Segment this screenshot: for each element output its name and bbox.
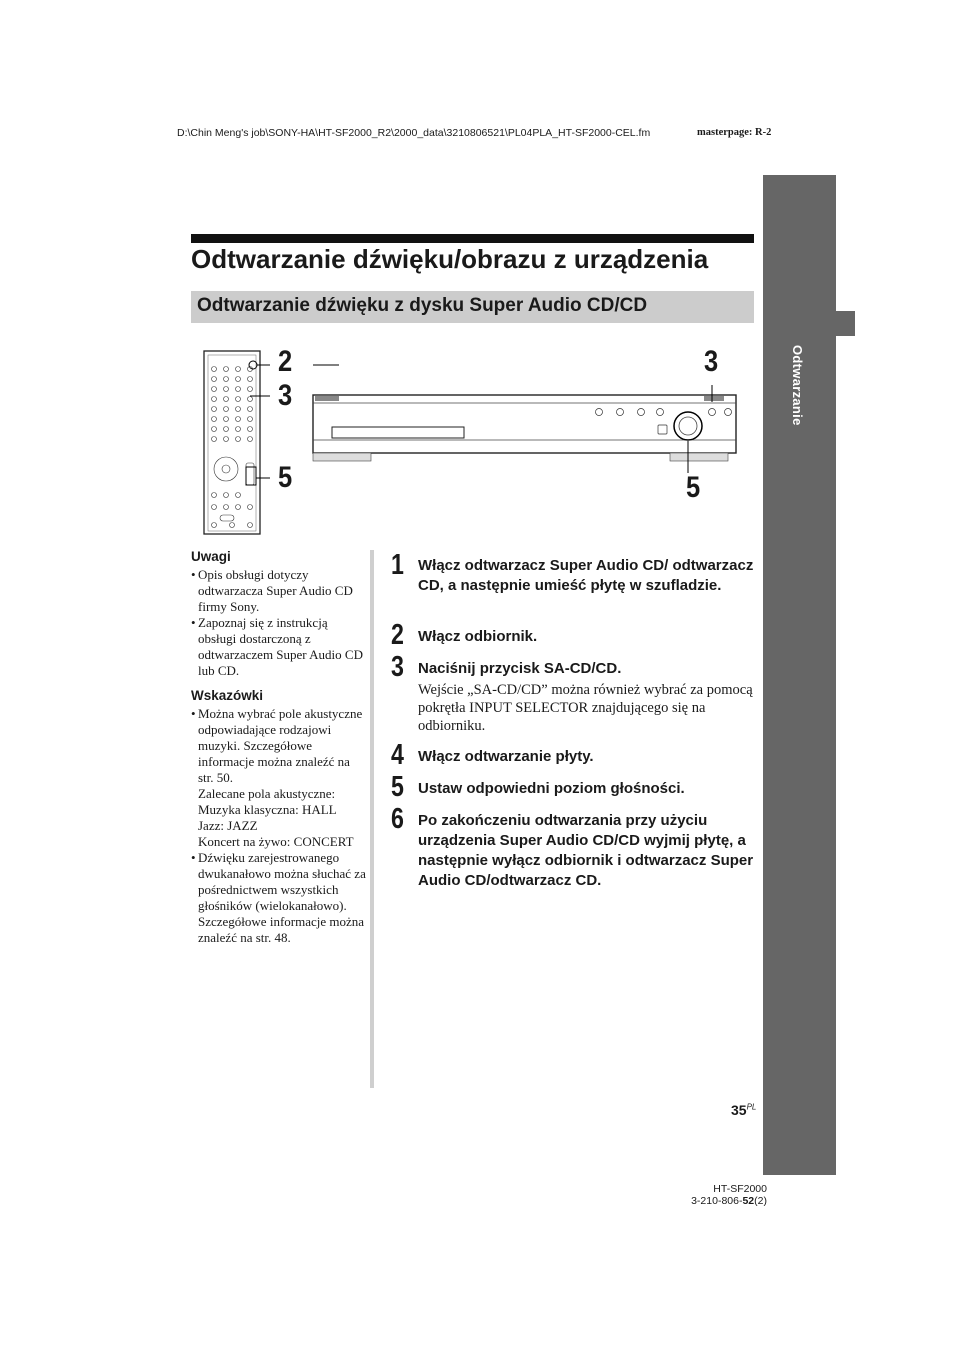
footer-info	[687, 1183, 767, 1207]
callout-remote-5: 5	[278, 461, 293, 494]
step-number: 4	[391, 739, 404, 771]
receiver-drawing	[313, 365, 736, 473]
wskazowki-text: Muzyka klasyczna: HALL	[198, 802, 337, 817]
callout-player-5: 5	[686, 471, 701, 504]
sidebar-band	[763, 175, 836, 1175]
step-number: 6	[391, 803, 404, 835]
footer-model: HT-SF2000	[713, 1183, 767, 1195]
sidebar-tab-marker	[836, 311, 855, 336]
wskazowki-text: Koncert na żywo: CONCERT	[198, 834, 354, 849]
wskazowki-item: • Dźwięku zarejestrowanego dwukanałowo można słuchać za pośrednictwem wszystkich głośników (wielokanałowo). Szczegółowe informacje można znaleźć na str. 48.	[191, 850, 367, 946]
uwagi-item: • Zapoznaj się z instrukcją obsługi dostarczoną z odtwarzaczem Super Audio CD lub CD.	[191, 615, 367, 679]
uwagi-item: • Opis obsługi dotyczy odtwarzacza Super Audio CD firmy Sony.	[191, 567, 367, 615]
step-number: 1	[391, 549, 404, 581]
uwagi-heading: Uwagi	[191, 549, 231, 564]
footer-code-bold: 52	[742, 1195, 755, 1207]
column-divider	[370, 550, 374, 1088]
sidebar-section-label: Odtwarzanie	[790, 345, 805, 426]
notes-wskazowki	[191, 688, 367, 946]
step-text: Po zakończeniu odtwarzania przy użyciu urządzenia Super Audio CD/CD wyjmij płytę, a następnie wyłącz odbiornik i odtwarzacz Super Audio CD/odtwarzacz CD.	[418, 812, 754, 889]
file-path: D:\Chin Meng's job\SONY-HA\HT-SF2000_R2\2000_data\3210806521\PL04PLA_HT-SF2000-CEL.fm	[177, 127, 651, 139]
footer-code-suffix: (2)	[754, 1195, 767, 1207]
remote-control-drawing	[204, 351, 270, 534]
step-text: Naciśnij przycisk SA-CD/CD.	[418, 660, 622, 677]
step-number: 3	[391, 651, 404, 683]
callout-player-3: 3	[704, 345, 719, 378]
step-text: Włącz odtwarzanie płyty.	[418, 748, 594, 765]
footer-code-prefix: 3-210-806-	[691, 1195, 743, 1207]
callout-remote-3: 3	[278, 379, 293, 412]
callout-remote-2: 2	[278, 345, 293, 378]
wskazowki-text: Zalecane pola akustyczne:	[198, 786, 336, 801]
notes-uwagi	[191, 549, 367, 679]
wskazowki-text: Jazz: JAZZ	[198, 818, 258, 833]
wskazowki-heading: Wskazówki	[191, 688, 264, 703]
step-description: Wejście „SA-CD/CD” można również wybrać za pomocą pokrętła INPUT SELECTOR znajdującego się na odbiorniku.	[418, 682, 753, 734]
title-rule	[191, 234, 754, 243]
step-text: Ustaw odpowiedni poziom głośności.	[418, 780, 685, 797]
step-text: Włącz odtwarzacz Super Audio CD/ odtwarzacz CD, a następnie umieść płytę w szufladzie.	[418, 557, 754, 594]
page-number	[731, 1102, 756, 1118]
page-number-value: 35	[731, 1102, 747, 1118]
footer-code	[687, 1195, 767, 1207]
wskazowki-item	[191, 706, 367, 850]
step-number: 2	[391, 619, 404, 651]
section-title: Odtwarzanie dźwięku z dysku Super Audio CD/CD	[197, 295, 648, 316]
step-number: 5	[391, 771, 404, 803]
step-text: Włącz odbiornik.	[418, 628, 538, 645]
masterpage-label: masterpage: R-2	[697, 127, 772, 138]
page-title: Odtwarzanie dźwięku/obrazu z urządzenia	[191, 244, 709, 274]
page-number-suffix: PL	[746, 1102, 757, 1112]
wskazowki-text: Można wybrać pole akustyczne odpowiadające rodzajowi muzyki. Szczegółowe informacje można znaleźć na str. 50.	[198, 706, 363, 785]
